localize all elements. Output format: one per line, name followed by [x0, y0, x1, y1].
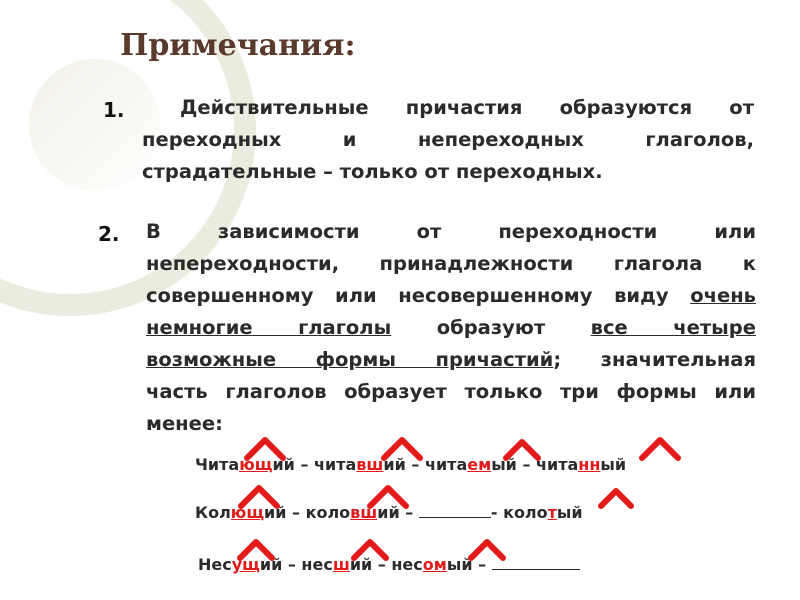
example-row-1: Читающий – читавший – читаемый – читанный	[195, 455, 627, 474]
note-2-line-5: возможные формы причастий; значительная	[146, 348, 756, 371]
note-1-line-1: Действительные причастия образуются от	[180, 96, 754, 119]
note-2-line-2: непереходности, принадлежности глагола к	[146, 252, 756, 275]
note-2-line-7: менее:	[146, 412, 223, 435]
blank-field	[419, 503, 491, 518]
note-2-line-4: немногие глаголы образуют все четыре	[146, 316, 756, 339]
blank-field	[492, 555, 580, 570]
note-2-line-1: В зависимости от переходности или	[146, 220, 756, 243]
example-row-3: Несущий – несший – несомый –	[198, 555, 580, 574]
note-2-line-3: совершенному или несовершенному виду очень	[146, 284, 756, 307]
example-row-2: Колющий – коловший – - колотый	[195, 503, 583, 522]
note-1-line-2: переходных и непереходных глаголов,	[142, 128, 754, 151]
note-1-line-3: страдательные – только от переходных.	[142, 160, 603, 183]
note-2-line-6: часть глаголов образует только три формы или	[146, 380, 756, 403]
page-title: Примечания:	[120, 28, 356, 63]
note-2-text	[146, 216, 756, 440]
note-2-number: 2.	[98, 222, 120, 246]
note-1-number: 1.	[103, 98, 125, 122]
note-1-text	[142, 92, 754, 188]
